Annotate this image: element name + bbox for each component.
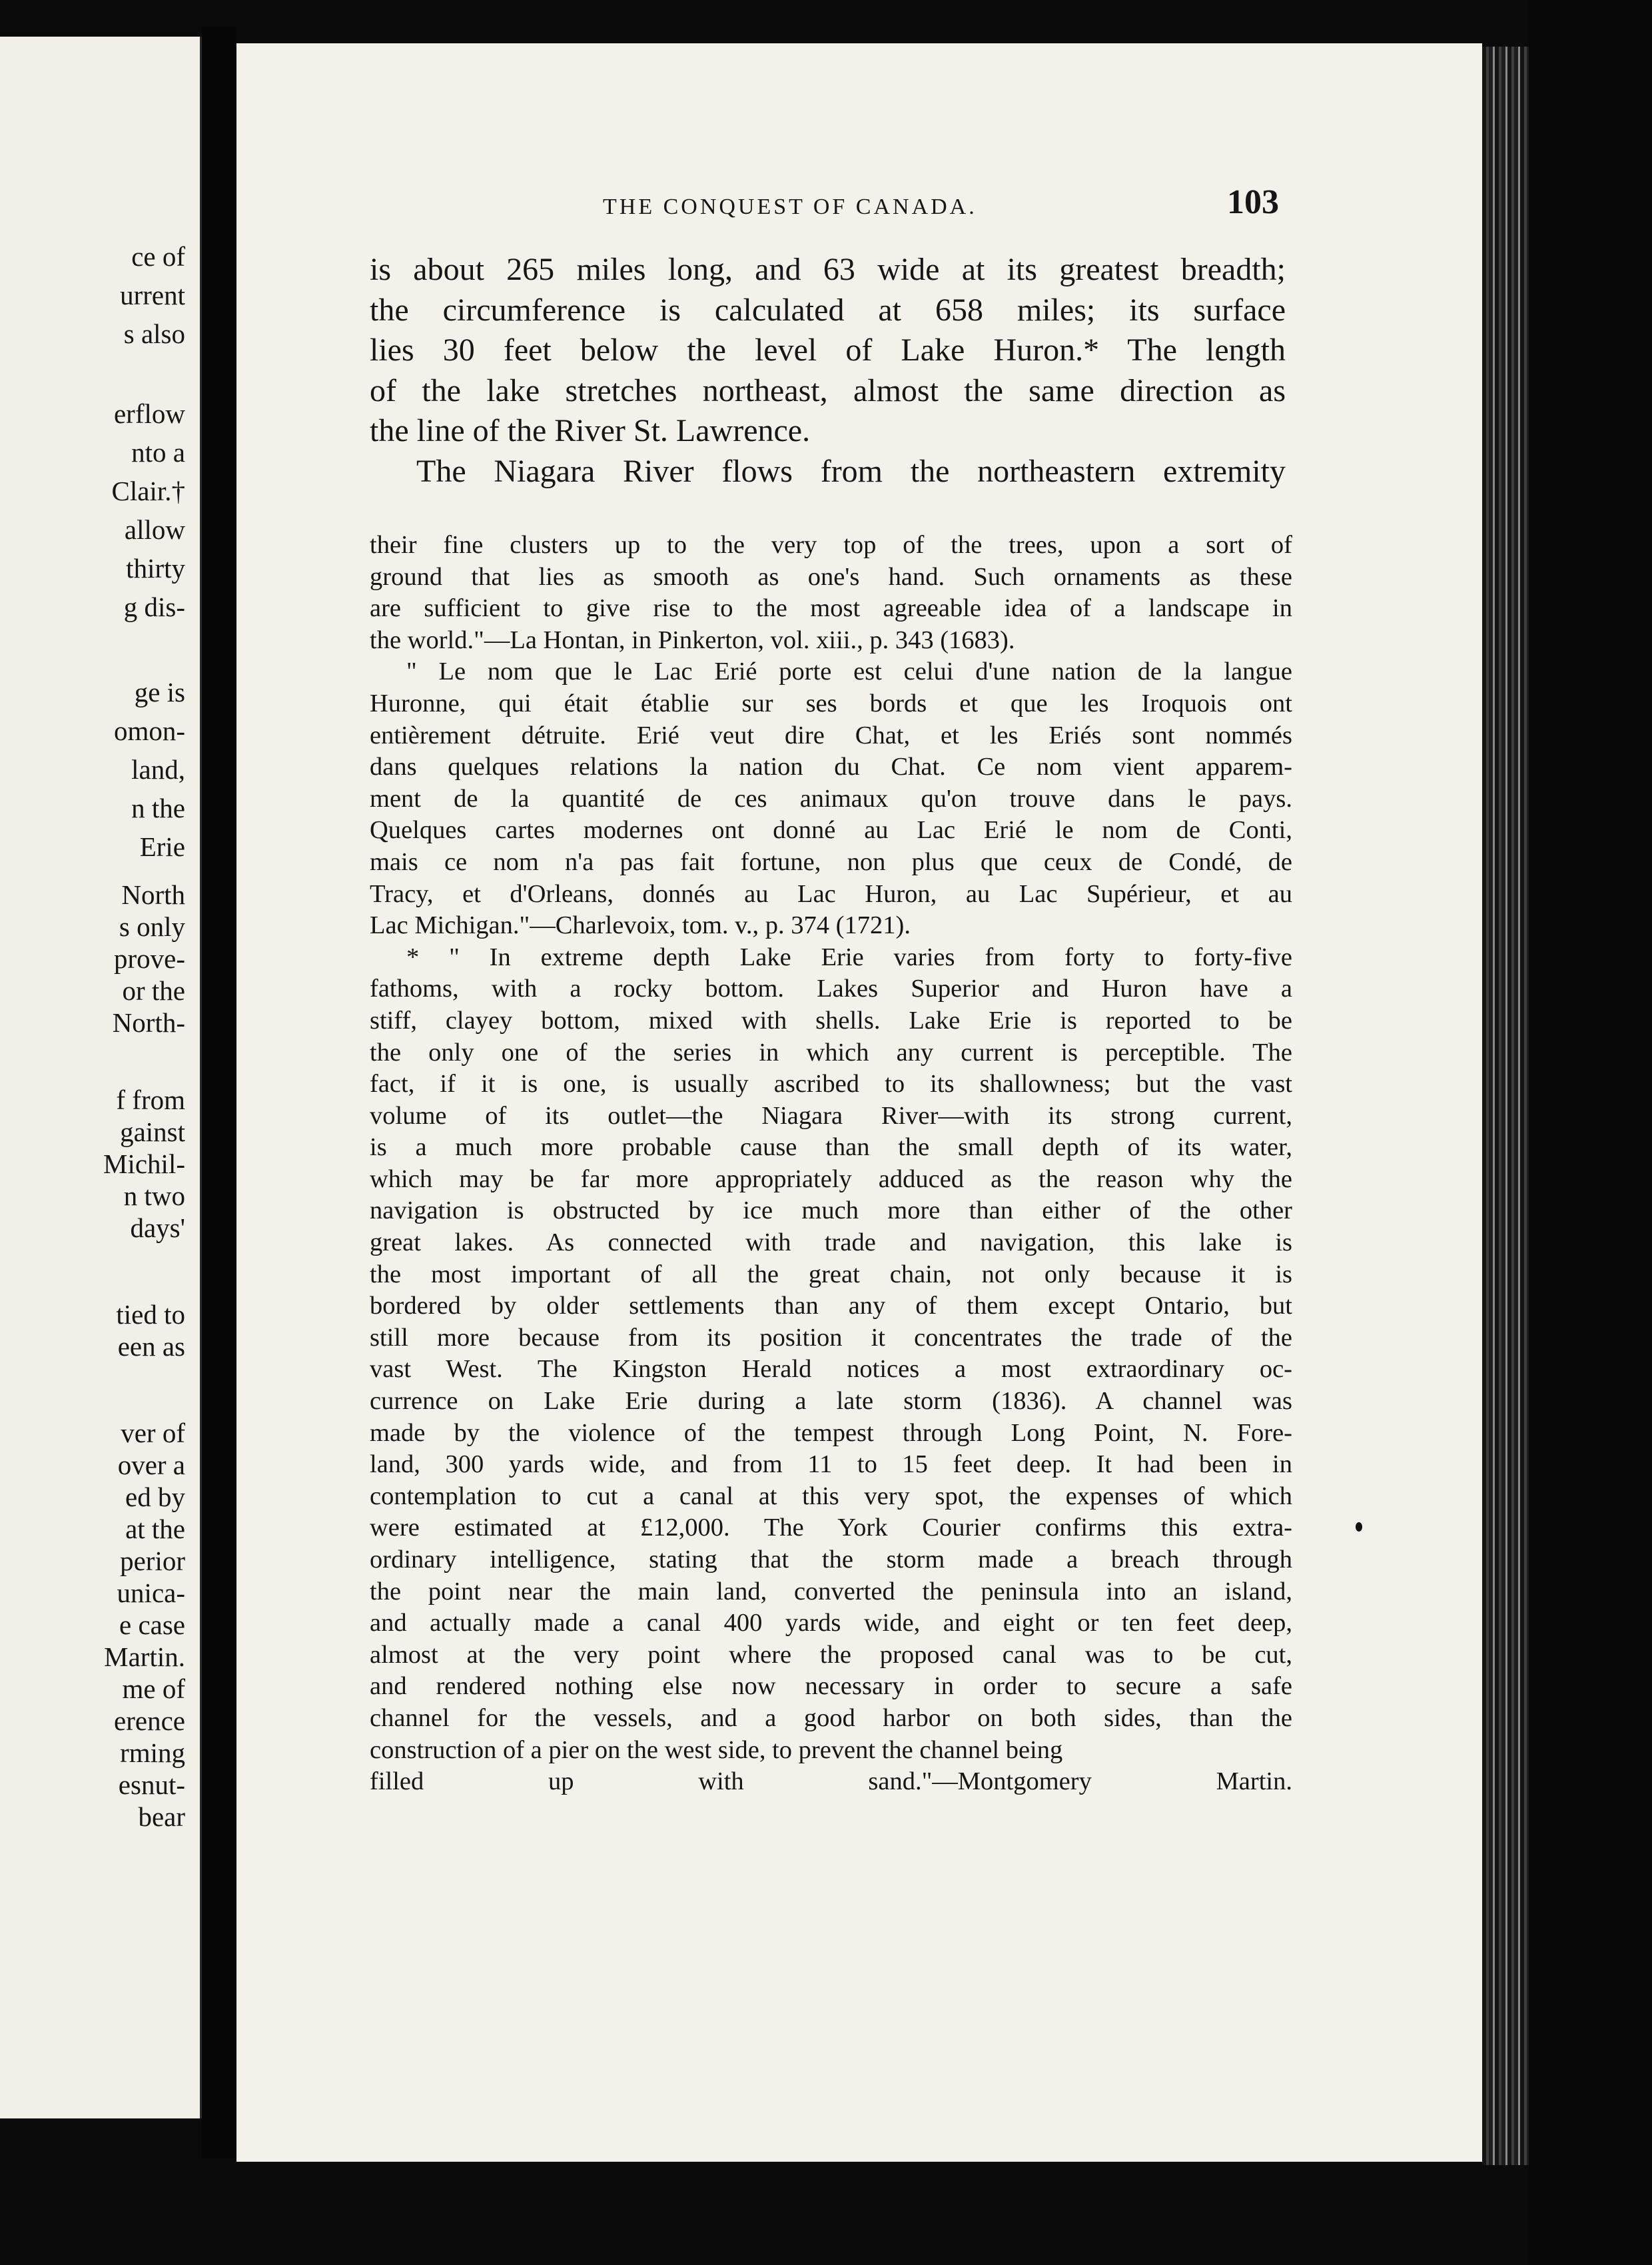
left-page-text-fragment: n two [123,1180,185,1211]
left-page-text-fragment: North- [112,1007,185,1038]
left-page-text-fragment: s also [123,318,185,349]
footnote-line: Quelques cartes modernes ont donné au Lac Erié le nom de Conti, [370,816,1292,845]
left-page-text-fragment: me of [122,1673,185,1704]
ink-speck [1356,1522,1362,1532]
left-page-text-fragment: erence [114,1705,185,1736]
footnote-line: still more because from its position it concentrates the trade of the [370,1323,1292,1352]
footnote-line: fathoms, with a rocky bottom. Lakes Superior and Huron have a [370,975,1292,1003]
footnote-line: currence on Lake Erie during a late storm (1836). A channel was [370,1387,1292,1416]
left-page-text-fragment: perior [120,1546,185,1576]
footnote-line: entièrement détruite. Erié veut dire Chat, et les Eriés sont nommés [370,721,1292,749]
left-page-text-fragment: nto a [131,437,185,468]
left-page-text-fragment: thirty [126,553,185,584]
page-stack-edge [1482,47,1529,2165]
left-page-text-fragment: rming [120,1737,185,1768]
left-page-text-fragment: North [121,879,185,910]
footnote-line: Lac Michigan."—Charlevoix, tom. v., p. 374 (1721). [370,911,911,940]
footnote-line: the point near the main land, converted the peninsula into an island, [370,1577,1292,1605]
footnote-line: volume of its outlet—the Niagara River—with its strong current, [370,1101,1292,1130]
main-text-line: is about 265 miles long, and 63 wide at its greatest breadth; [370,252,1286,287]
footnote-line: the world."—La Hontan, in Pinkerton, vol. xiii., p. 343 (1683). [370,626,1015,654]
footnote-line: mais ce nom n'a pas fait fortune, non plus que ceux de Condé, de [370,847,1292,876]
footnote-line: " Le nom que le Lac Erié porte est celui d'une nation de la langue [406,658,1292,686]
left-page-text-fragment: erflow [113,398,185,429]
left-page-text-fragment: unica- [117,1578,185,1608]
left-page-text-fragment: ed by [125,1482,185,1512]
left-page-text-fragment: Martin. [104,1641,185,1672]
footnote-line: which may be far more appropriately adduced as the reason why the [370,1164,1292,1193]
left-page-text-fragment: n the [131,793,185,823]
footnote-line: * " In extreme depth Lake Erie varies from forty to forty-five [406,943,1292,971]
page-header [370,180,1286,226]
footnote-line: great lakes. As connected with trade and navigation, this lake is [370,1228,1292,1257]
footnote-line: almost at the very point where the proposed canal was to be cut, [370,1640,1292,1669]
footnote-line: stiff, clayey bottom, mixed with shells. Lake Erie is reported to be [370,1006,1292,1035]
main-text-block [370,250,1286,492]
running-head: THE CONQUEST OF CANADA. [603,195,977,219]
footnote-line: vast West. The Kingston Herald notices a most extraordinary oc- [370,1355,1292,1384]
left-page-text-fragment: tied to [116,1299,185,1330]
left-page-text-fragment: een as [117,1331,185,1362]
left-page-text-fragment: ver of [121,1418,185,1448]
footnote-line: the most important of all the great chain, not only because it is [370,1260,1292,1288]
main-text-line: The Niagara River flows from the northeastern extremity [416,453,1286,489]
left-page-text-fragment: Michil- [103,1148,185,1179]
left-page-text-fragment: bear [138,1801,185,1832]
footnote-line: the only one of the series in which any current is perceptible. The [370,1038,1292,1067]
left-page-text-fragment: esnut- [118,1769,185,1800]
left-page-text-fragment: or the [122,975,185,1006]
main-text-line: lies 30 feet below the level of Lake Huron.* The length [370,332,1286,368]
footnote-line: channel for the vessels, and a good harbor on both sides, than the [370,1703,1292,1732]
footnote-line: made by the violence of the tempest through Long Point, N. Fore- [370,1418,1292,1447]
footnote-line: their fine clusters up to the very top of the trees, upon a sort of [370,531,1292,559]
left-page-text-fragment: gainst [120,1117,185,1147]
page-number: 103 [1227,183,1279,221]
footnotes-block [370,530,1292,1798]
footnote-line: are sufficient to give rise to the most agreeable idea of a landscape in [370,594,1292,623]
left-page-text-fragment: allow [124,514,185,545]
footnote-line: were estimated at £12,000. The York Courier confirms this extra- [370,1514,1292,1542]
footnote-line: dans quelques relations la nation du Chat. Ce nom vient apparem- [370,753,1292,781]
left-page-text-fragment: days' [130,1212,185,1243]
left-page-text-fragment: ce of [131,241,185,272]
footnote-line: ordinary intelligence, stating that the storm made a breach through [370,1546,1292,1574]
left-page-text-fragment: Erie [139,831,185,862]
footnote-line: and actually made a canal 400 yards wide, and eight or ten feet deep, [370,1609,1292,1637]
left-page-text-fragment: f from [116,1085,185,1115]
left-page-text-fragment: s only [119,911,185,942]
footnote-line: construction of a pier on the west side, to prevent the channel being [370,1735,1063,1764]
left-page-text-fragment: prove- [113,943,185,974]
left-page-text-fragment: g dis- [123,592,185,622]
footnote-line: land, 300 yards wide, and from 11 to 15 feet deep. It had been in [370,1450,1292,1479]
main-text-line: the circumference is calculated at 658 miles; its surface [370,292,1286,328]
left-page-edge [0,37,202,2118]
left-page-text-fragment: e case [119,1609,185,1640]
footnote-line: Huronne, qui était établie sur ses bords et que les Iroquois ont [370,689,1292,717]
main-text-line: the line of the River St. Lawrence. [370,413,811,448]
main-text-line: of the lake stretches northeast, almost the same direction as [370,372,1286,408]
footnote-line: Tracy, et d'Orleans, donnés au Lac Huron, au Lac Supérieur, et au [370,879,1292,908]
book-gutter [202,27,236,2158]
scan-border [1529,0,1652,2265]
left-page-text-fragment: urrent [120,280,185,310]
left-page-text-fragment: over a [117,1450,185,1480]
left-page-text-fragment: omon- [113,715,185,746]
footnote-line: is a much more probable cause than the small depth of its water, [370,1133,1292,1162]
left-page-text-fragment: at the [125,1514,185,1544]
footnote-line: ment de la quantité de ces animaux qu'on trouve dans le pays. [370,784,1292,813]
left-page-text-fragment: land, [131,754,185,785]
footnote-line: and rendered nothing else now necessary in order to secure a safe [370,1672,1292,1701]
footnote-line: bordered by older settlements than any of them except Ontario, but [370,1292,1292,1320]
footnote-line: filled up with sand."—Montgomery Martin. [370,1767,1292,1796]
left-page-text-fragment: ge is [134,677,185,707]
footnote-line: fact, if it is one, is usually ascribed to its shallowness; but the vast [370,1070,1292,1099]
footnote-line: navigation is obstructed by ice much more than either of the other [370,1196,1292,1225]
left-page-text-fragment: Clair.† [111,476,185,506]
footnote-line: ground that lies as smooth as one's hand. Such ornaments as these [370,562,1292,591]
footnote-line: contemplation to cut a canal at this very spot, the expenses of which [370,1482,1292,1510]
